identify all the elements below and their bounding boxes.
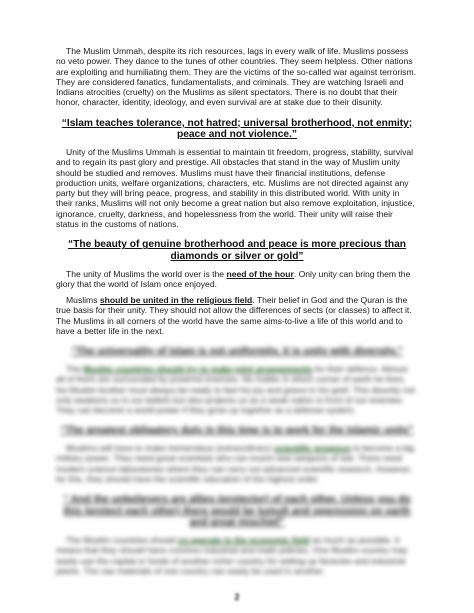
text-run: The unity of Muslims the world over is the <box>66 268 227 279</box>
text-run: . Their belief in God and the Quran is the true basis for their unity. They should not allow the differences of sects (or classes) to affect it. The Muslims in all corners of the world have the same aims-to-live a life of this world and to have a better life in the next. <box>56 295 412 337</box>
text-run: Muslims <box>66 295 100 306</box>
paragraph-religious-field <box>56 295 418 336</box>
paragraph-joint-defence <box>56 364 418 415</box>
blurred-preview-section <box>56 336 418 576</box>
text-run: for their defence. Almost all of them are surrounded by powerful enemies. No matter in which corner of earth he lives, his Muslim brother must always be ready to feel his joy and grieve in his grief. This disunity not only weakens us in our beliefs but also projects us as a weak nation in front of our enemies. They can become a world power if they grow up together as a defense system. <box>56 363 416 416</box>
paragraph-unity-essential: Unity of the Muslims Ummah is essential to maintain tit freedom, progress, stability, survival and to regain its past glory and prestige. All obstacles that stand in the way of Muslim unity should be studied and removes. Muslims must have their financial institutions, defense production units, welfare organizations, characters, etc. Muslims are not directed against any party but they will bring peace, progress, and stability in this distributed world. With unity in their ranks, Muslims will not only become a great nation but also remove exploitation, injustice, ignorance, cruelty, darkness, and hopelessness from the world. Their unity will raise their status in the customs of nations. <box>56 146 415 230</box>
paragraph-ummah-lags: The Muslim Ummah, despite its rich resources, lags in every walk of life. Muslims possess no veto power. They dance to the tunes of other countries. They seem helpless. Other nations are exploiting and humiliating them. They are the victims of the so-called war against terrorism. They are considered fanatics, fundamentalists, and criminals. They are watching Israeli and Indians atrocities (cruelty) on the Muslims as silent spectators. There is no doubt that their honor, character, identity, ideology, and even survival are at stake due to their disunity. <box>56 46 416 108</box>
emphasis-need-of-hour: need of the hour <box>226 268 294 279</box>
heading-brotherhood-quote: “The beauty of genuine brotherhood and peace is more precious than diamonds or silver or gold” <box>68 239 406 262</box>
page-number: 2 <box>234 592 240 602</box>
emphasis-economic-field: co-operate in the economic field <box>177 534 310 545</box>
paragraph-economic-cooperation <box>56 535 418 576</box>
text-run: Muslims will have to make tremendous (extraordinary) <box>66 442 275 453</box>
text-run: . Only unity can bring them the glory that the world of Islam once enjoyed. <box>56 268 411 289</box>
heading-allies-quote: “ And the unbelievers are allies (protector) of each other. Unless you do this (protect each other) there would be tumult and oppression on earth and great mischief” <box>63 494 411 529</box>
emphasis-joint-arrangements: Muslim countries should try to make joint arrangements <box>83 363 313 374</box>
emphasis-scientific-progress: scientific progress <box>274 442 351 453</box>
emphasis-religious-field: should be united in the religious field <box>99 295 253 306</box>
text-run: as much as possible. It means that they should have common industrial and trade policies. One Muslim country may easily use the capital or funds of another richer country for setting up factories and industrial plants. The raw materials of one country can easily be used in another. <box>56 534 408 576</box>
text-run: The Muslim countries should <box>66 534 178 545</box>
paragraph-scientific-progress <box>56 443 418 484</box>
text-run: The <box>66 363 84 374</box>
heading-universality-quote: “The universality of Islam is not uniformity, it is unity with diversity.” <box>71 346 403 358</box>
heading-obligatory-duty-quote: “The greatest obligatory duty in this time is to work for the Islamic unity” <box>60 425 414 437</box>
text-run: to become a big military power. They need great scientists who can invent new weapons of war. There need modern science laboratories where they can carry out advanced scientific research. However, for this, they should have the scientific education of the highest order. <box>56 442 415 484</box>
heading-tolerance-quote: “Islam teaches tolerance, not hatred; universal brotherhood, not enmity; peace and not violence.” <box>61 117 413 141</box>
paragraph-need-of-hour <box>56 269 418 290</box>
